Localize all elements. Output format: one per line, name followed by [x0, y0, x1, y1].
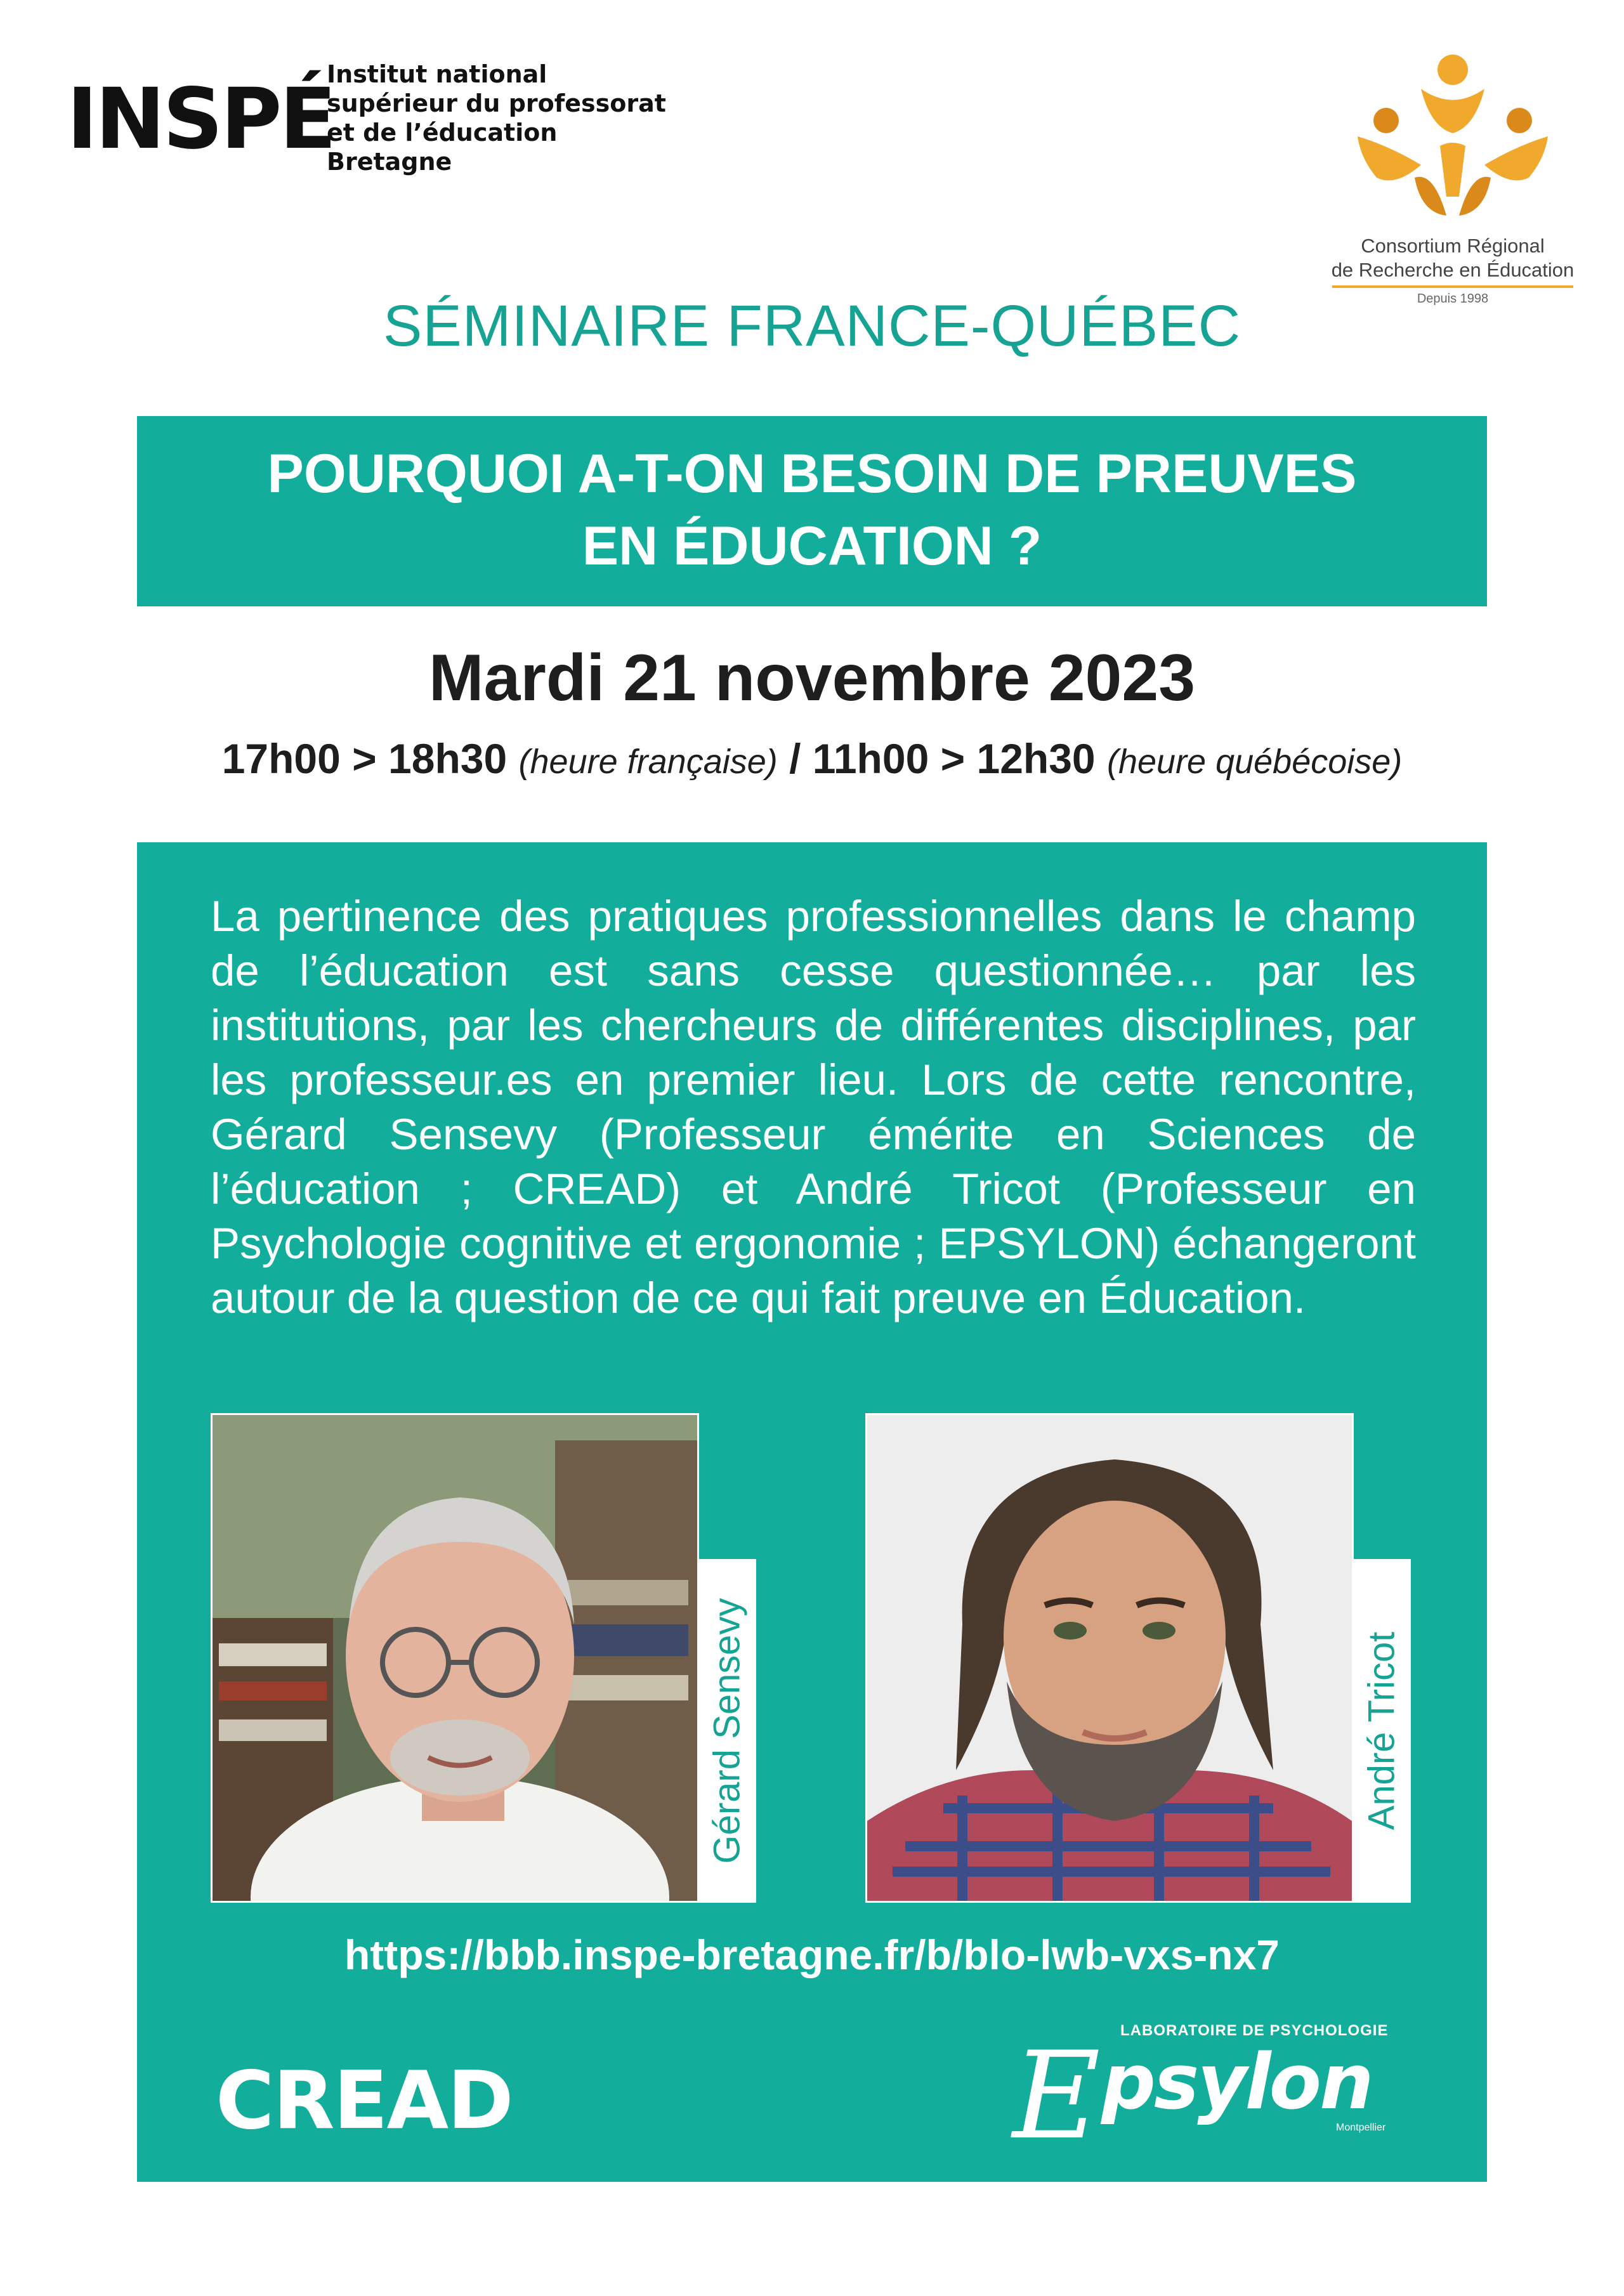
epsylon-initial: E: [1012, 2026, 1101, 2166]
main-panel: [137, 842, 1487, 2182]
speaker-photo-tricot: [865, 1413, 1354, 1903]
time-quebec: 11h00 > 12h30: [812, 735, 1096, 782]
question-banner: [137, 416, 1487, 606]
inspe-line: Institut national: [327, 60, 547, 88]
consortium-since: Depuis 1998: [1417, 292, 1489, 306]
inspe-logo: [67, 58, 666, 179]
speaker-photo-sensevy: [211, 1413, 699, 1903]
question-line2: EN ÉDUCATION ?: [582, 516, 1042, 577]
question-line1: POURQUOI A-T-ON BESOIN DE PREUVES: [267, 443, 1357, 504]
speaker-name: André Tricot: [1361, 1631, 1403, 1830]
consortium-name-line2: de Recherche en Éducation: [1331, 259, 1575, 281]
inspe-line: supérieur du professorat: [327, 89, 666, 117]
event-time: [0, 734, 1624, 783]
time-france: 17h00 > 18h30: [221, 735, 508, 782]
cread-logo: CREAD: [216, 2054, 513, 2147]
time-quebec-note: (heure québécoise): [1106, 743, 1403, 781]
epsylon-caption: LABORATOIRE DE PSYCHOLOGIE: [1120, 2022, 1389, 2039]
epsylon-logo: [1012, 2022, 1418, 2166]
inspe-name: [327, 60, 666, 176]
portrait-image: [213, 1415, 697, 1901]
consortium-logo: [1326, 51, 1580, 311]
consortium-people-icon: [1326, 51, 1580, 228]
inspe-line: Bretagne: [327, 148, 452, 176]
consortium-name-line1: Consortium Régional: [1361, 235, 1545, 257]
portrait-image: [867, 1415, 1352, 1901]
speaker-name: Gérard Sensevy: [706, 1598, 748, 1864]
meeting-link[interactable]: https://bbb.inspe-bretagne.fr/b/blo-lwb-vxs-nx7: [344, 1931, 1280, 1978]
speaker-name-tab: [1352, 1559, 1411, 1903]
inspe-line: et de l’éducation: [327, 119, 558, 147]
consortium-underline: [1332, 285, 1573, 288]
time-separator: /: [789, 735, 801, 782]
epsylon-wordmark: psylon: [1101, 2038, 1372, 2127]
inspe-wordmark: INSPÉ: [67, 70, 334, 168]
epsylon-city: Montpellier: [1336, 2122, 1386, 2133]
event-date: Mardi 21 novembre 2023: [428, 641, 1196, 715]
seminar-title: SÉMINAIRE FRANCE-QUÉBEC: [383, 294, 1241, 358]
speaker-name-tab: [698, 1559, 756, 1903]
time-france-note: (heure française): [518, 743, 778, 781]
event-description: La pertinence des pratiques professionnelles dans le champ de l’éducation est sans cesse questionnée… par les institutions, par les chercheurs de différentes disciplines, par les professeur.es en premier lieu. Lors de cette rencontre, Gérard Sensevy (Professeur émérite en Sciences de l’éducation ; CREAD) et André Tricot (Professeur en Psychologie cognitive et ergonomie ; EPSYLON) échangeront autour de la question de ce qui fait preuve en Éducation.: [211, 892, 1416, 1322]
